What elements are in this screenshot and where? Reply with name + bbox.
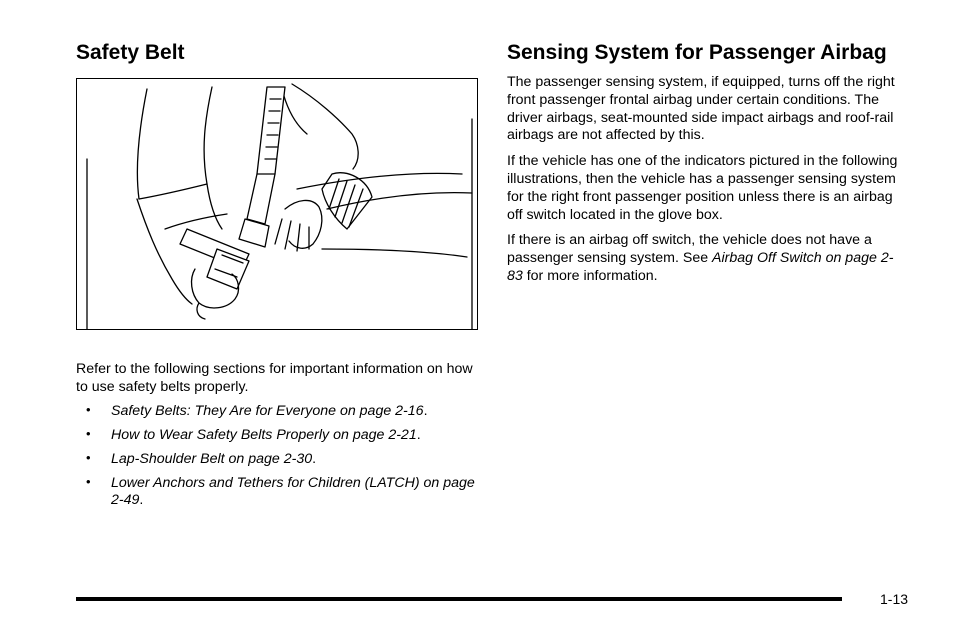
right-column: [507, 40, 907, 294]
safety-belts-everyone-link[interactable]: Safety Belts: They Are for Everyone on page 2-16: [111, 402, 424, 419]
airbag-off-switch-link[interactable]: Airbag Off Switch on page 2-83: [507, 250, 894, 284]
paragraph-text: for more information.: [522, 267, 658, 284]
wear-safety-belts-link[interactable]: How to Wear Safety Belts Properly on page 2-21: [111, 426, 417, 443]
bullet-end: .: [312, 450, 317, 467]
reference-list-item: [76, 403, 480, 421]
paragraph-text: If there is an airbag off switch, the vehicle does not have a passenger sensing system. See: [507, 232, 872, 267]
latch-link[interactable]: Lower Anchors and Tethers for Children (LATCH) on page 2-49: [111, 474, 475, 509]
sensing-paragraph-2: If the vehicle has one of the indicators pictured in the following illustrations, then the vehicle has a passenger sensing system for the right front passenger position unless there is an airbag off switch located in the glove box.: [507, 153, 898, 223]
page-number: 1-13: [880, 591, 909, 607]
sensing-system-heading: Sensing System for Passenger Airbag: [507, 41, 887, 64]
sensing-system-body: [507, 74, 907, 286]
safety-belt-heading: Safety Belt: [76, 41, 185, 64]
sensing-paragraph-1: The passenger sensing system, if equipped, turns off the right front passenger frontal airbag under certain conditions. The driver airbags, seat-mounted side impact airbags and roof-rail airbags are not affected by this.: [507, 74, 895, 144]
bullet-icon: •: [86, 473, 91, 489]
bullet-end: .: [416, 426, 421, 443]
footer-rule: [76, 597, 842, 601]
bullet-end: .: [423, 402, 428, 419]
bullet-icon: •: [86, 425, 91, 441]
bullet-end: .: [139, 492, 144, 509]
left-column: [76, 40, 480, 516]
buckling-belt-drawing: [77, 79, 478, 330]
reference-list-item: [76, 475, 480, 511]
safety-belt-intro: Refer to the following sections for important information on how to use safety belts properly.: [76, 361, 473, 395]
bullet-icon: •: [86, 401, 91, 417]
safety-belt-illustration: [76, 78, 478, 330]
reference-list-item: [76, 451, 480, 469]
reference-list-item: [76, 427, 480, 445]
lap-shoulder-belt-link[interactable]: Lap-Shoulder Belt on page 2-30: [111, 450, 313, 467]
safety-belt-references: [76, 403, 480, 511]
sensing-paragraph-3: [507, 232, 907, 285]
bullet-icon: •: [86, 449, 91, 465]
